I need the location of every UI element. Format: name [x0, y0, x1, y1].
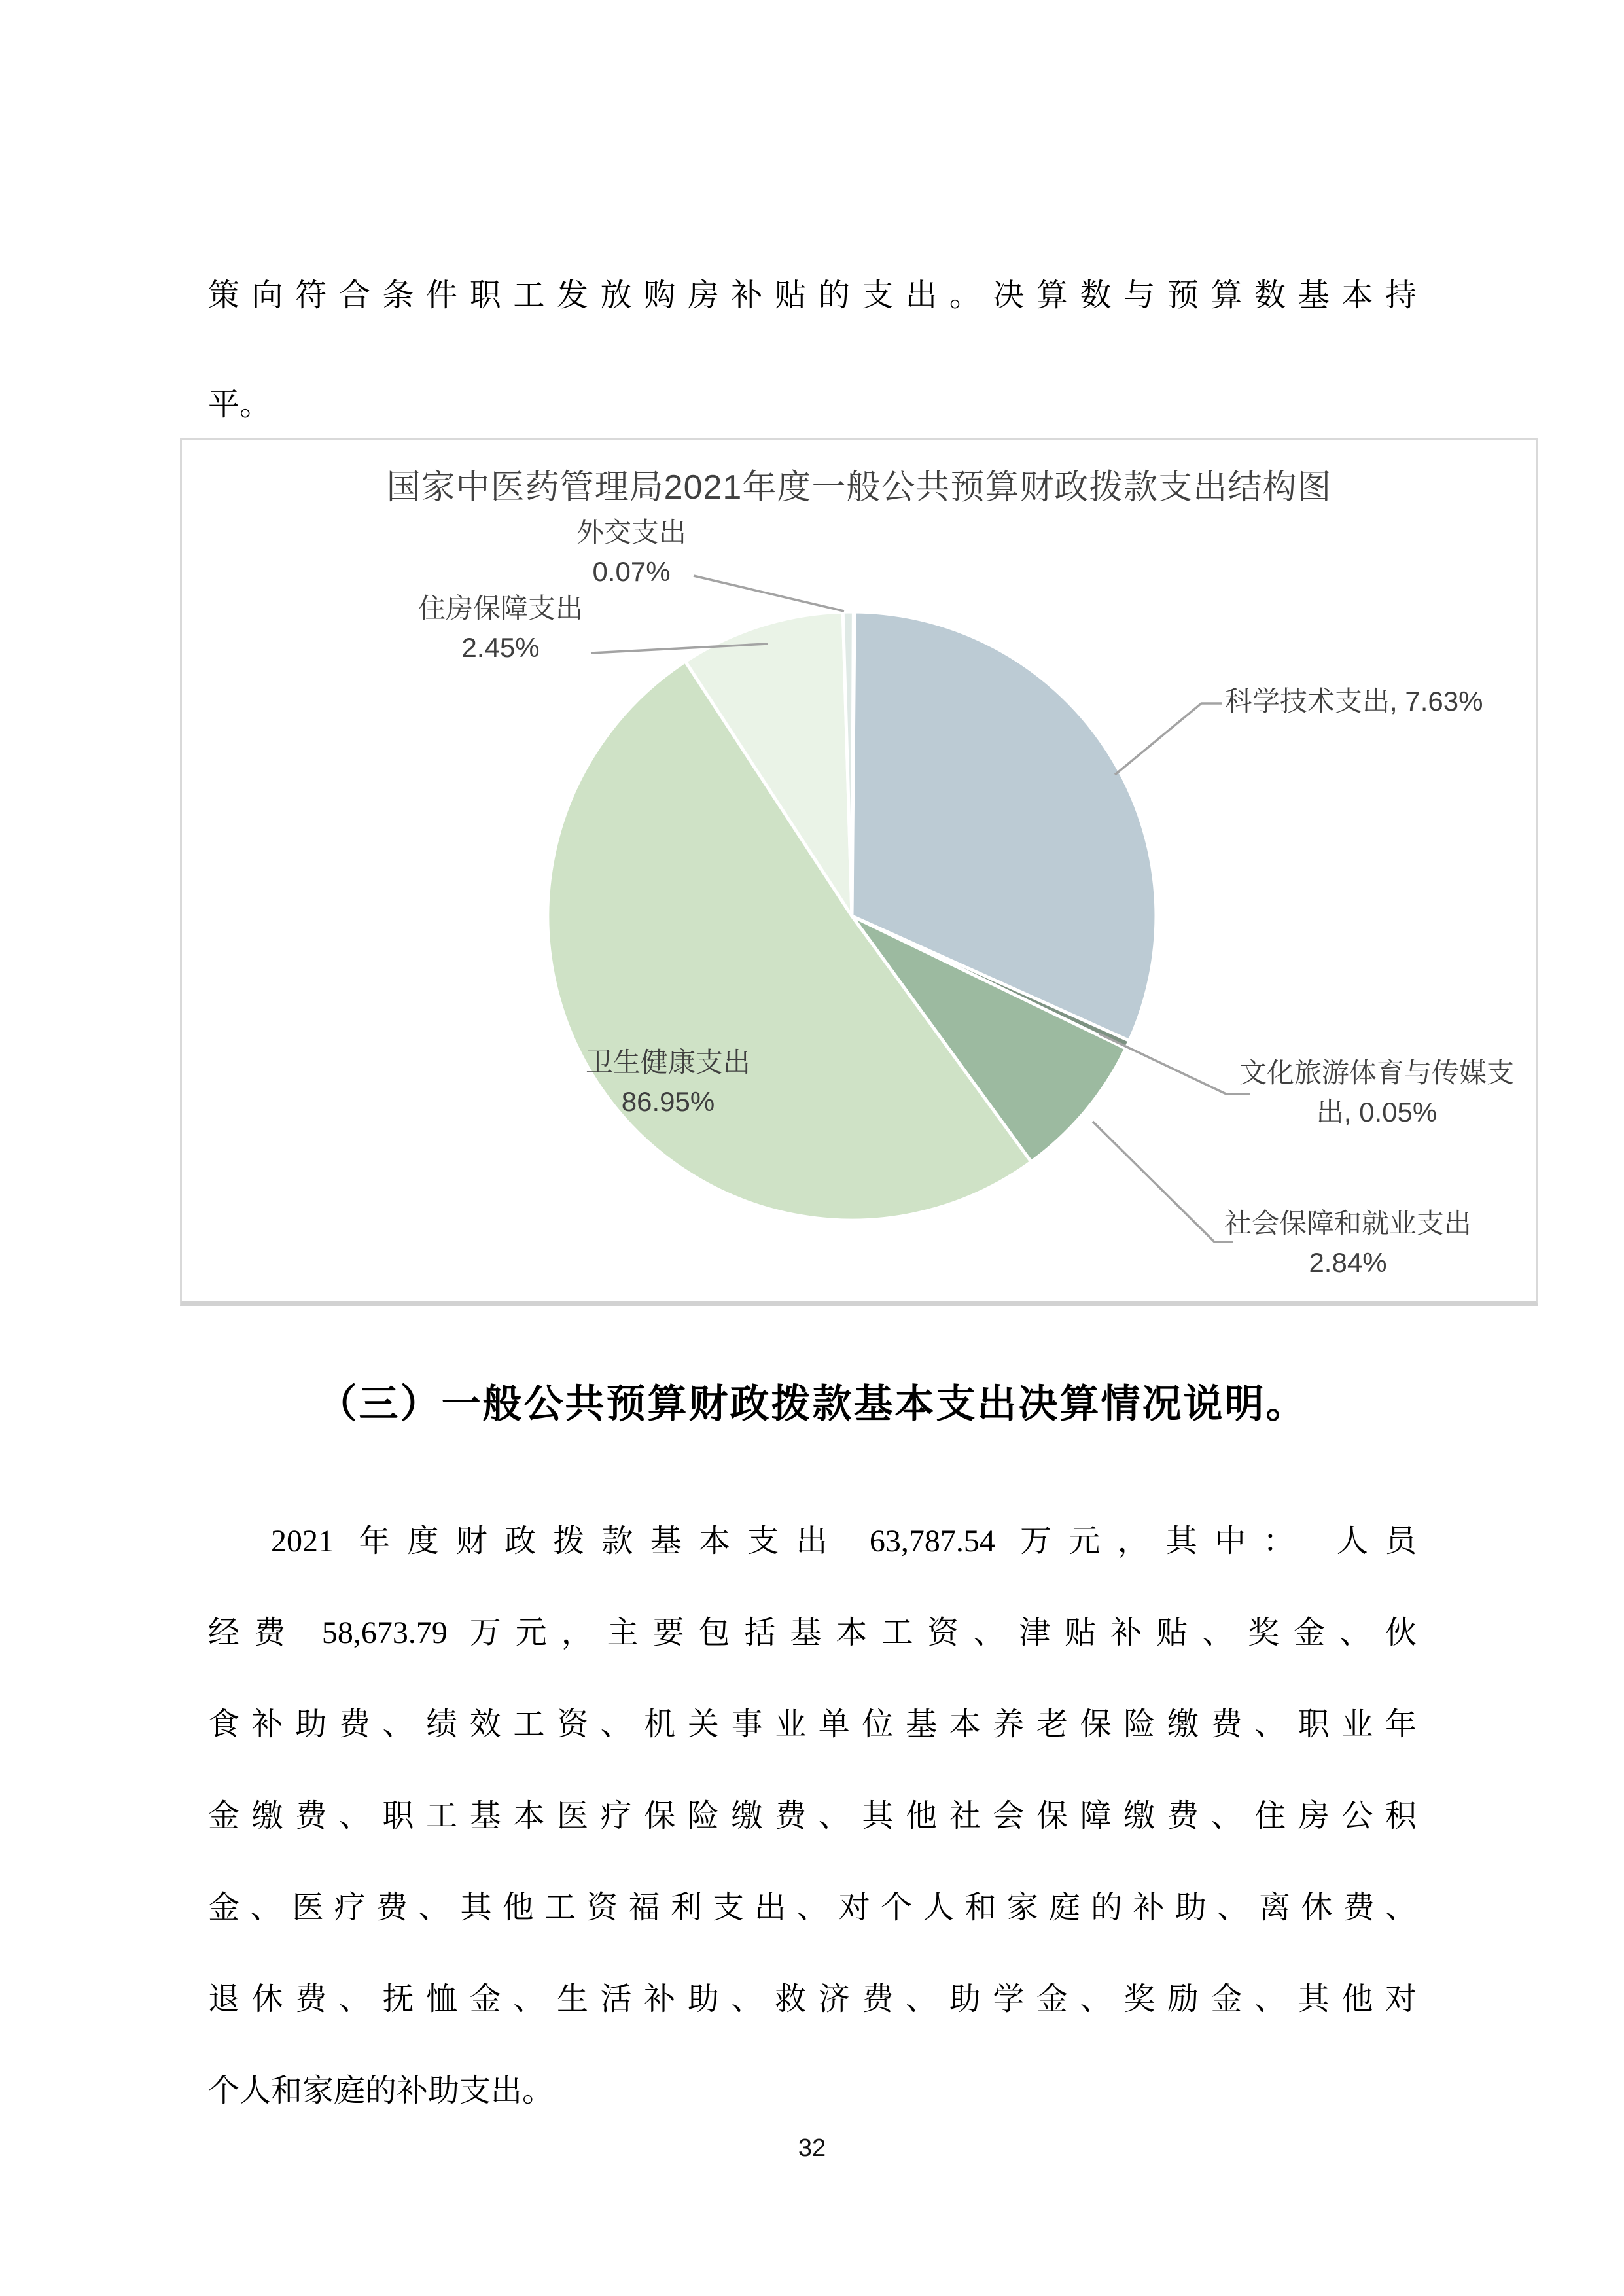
leader-line-shebao [1093, 1122, 1233, 1242]
paragraph-line: 金、医疗费、其他工资福利支出、对个人和家庭的补助、离休费、 [208, 1890, 1417, 1925]
paragraph-line: 退休费、抚恤金、生活补助、救济费、助学金、奖励金、其他对 [208, 1982, 1417, 2017]
body-paragraph [208, 1496, 1417, 2137]
paragraph-line: 经费 58,673.79 万元，主要包括基本工资、津贴补贴、奖金、伙 [208, 1616, 1417, 1650]
section-heading: （三）一般公共预算财政拨款基本支出决算情况说明。 [317, 1383, 1307, 1426]
chart-title: 国家中医药管理局2021年度一般公共预算财政拨款支出结构图 [386, 468, 1332, 506]
leader-line-kexue [1115, 703, 1222, 775]
paragraph-line: 食补助费、绩效工资、机关事业单位基本养老保险缴费、职业年 [208, 1707, 1417, 1742]
pie-label-weisheng: 卫生健康支出 86.95% [585, 1047, 751, 1117]
paragraph-line: 平。 [208, 387, 272, 422]
pie-label-shebao: 社会保障和就业支出 2.84% [1224, 1208, 1472, 1278]
pie-label-wenhua: 文化旅游体育与传媒支 出, 0.05% [1239, 1057, 1515, 1127]
pie-label-kexue: 科学技术支出, 7.63% [1225, 686, 1483, 716]
page-number: 32 [798, 2134, 826, 2162]
paragraph-line: 个人和家庭的补助支出。 [208, 2074, 554, 2108]
chart-panel [180, 438, 1538, 1306]
intro-paragraph [208, 241, 1417, 459]
leader-line-waijiao [694, 576, 844, 611]
paragraph-line: 2021 年度财政拨款基本支出 63,787.54 万元，其中： 人员 [271, 1524, 1417, 1559]
paragraph-line: 金缴费、职工基本医疗保险缴费、其他社会保障缴费、住房公积 [208, 1799, 1417, 1833]
pie-label-zhufang: 住房保障支出 2.45% [417, 593, 584, 663]
pie-chart [182, 440, 1536, 1301]
paragraph-line: 策向符合条件职工发放购房补贴的支出。决算数与预算数基本持 [208, 278, 1417, 313]
pie-label-waijiao: 外交支出 0.07% [576, 517, 687, 587]
